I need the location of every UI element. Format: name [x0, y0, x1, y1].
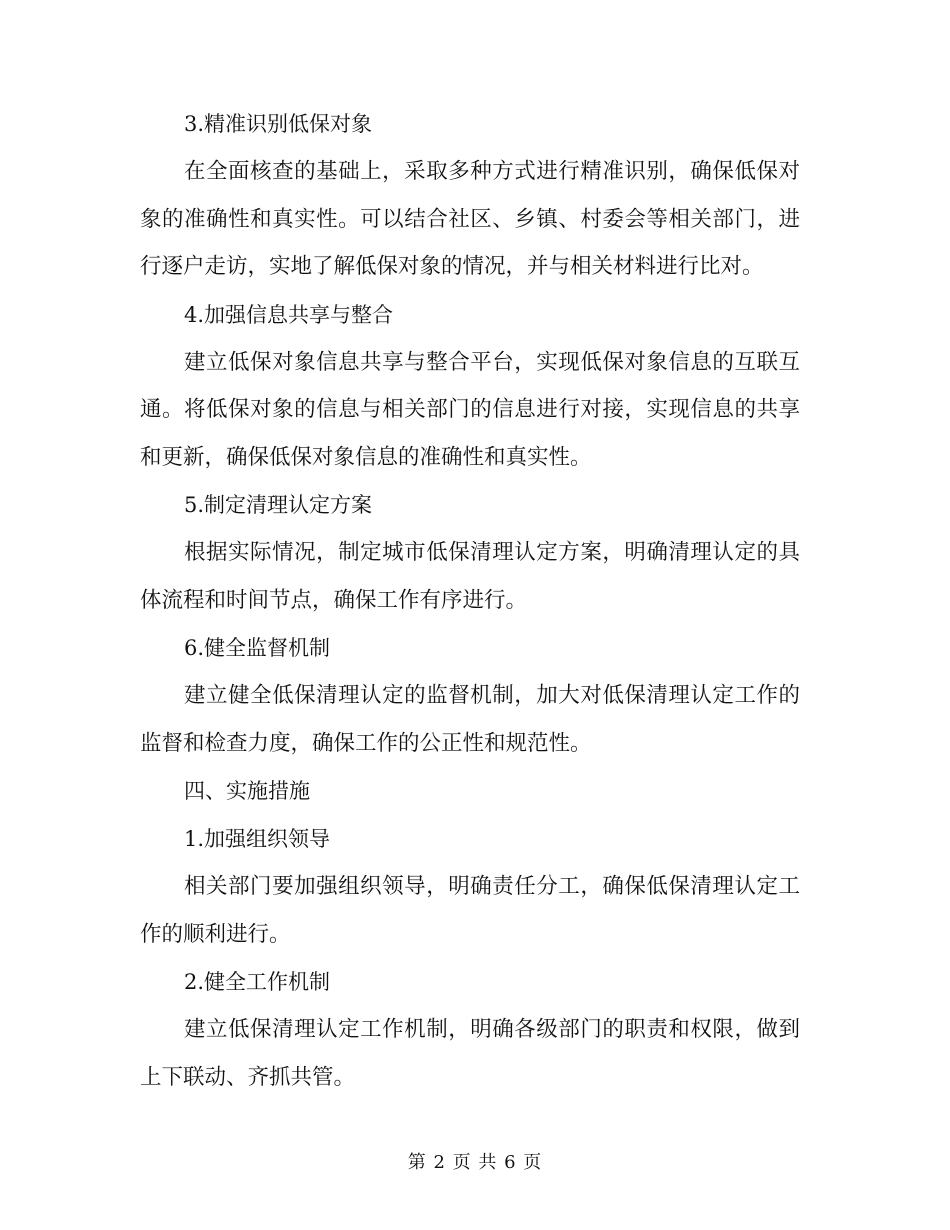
paragraph: 根据实际情况，制定城市低保清理认定方案，明确清理认定的具体流程和时间节点，确保工作有序进行。 — [140, 540, 800, 613]
section-heading: 5.制定清理认定方案 — [184, 493, 373, 517]
paragraph: 建立低保对象信息共享与整合平台，实现低保对象信息的互联互通。将低保对象的信息与相关部门的信息进行对接，实现信息的共享和更新，确保低保对象信息的准确性和真实性。 — [140, 349, 800, 470]
paragraph: 相关部门要加强组织领导，明确责任分工，确保低保清理认定工作的顺利进行。 — [140, 874, 800, 947]
paragraph: 建立健全低保清理认定的监督机制，加大对低保清理认定工作的监督和检查力度，确保工作的公正性和规范性。 — [140, 683, 800, 756]
document-body — [140, 100, 800, 1101]
section-heading: 3.精准识别低保对象 — [184, 112, 373, 136]
section-heading: 4.加强信息共享与整合 — [184, 302, 394, 327]
paragraph: 在全面核查的基础上，采取多种方式进行精准识别，确保低保对象的准确性和真实性。可以结合社区、乡镇、村委会等相关部门，进行逐户走访，实地了解低保对象的情况，并与相关材料进行比对。 — [140, 159, 800, 279]
section-heading: 6.健全监督机制 — [184, 636, 331, 660]
section-heading: 2.健全工作机制 — [184, 970, 331, 994]
paragraph: 建立低保清理认定工作机制，明确各级部门的职责和权限，做到上下联动、齐抓共管。 — [140, 1017, 800, 1090]
chapter-heading: 四、实施措施 — [184, 779, 310, 803]
section-heading: 1.加强组织领导 — [184, 827, 331, 851]
page-number-footer: 第 2 页 共 6 页 — [407, 1152, 543, 1173]
